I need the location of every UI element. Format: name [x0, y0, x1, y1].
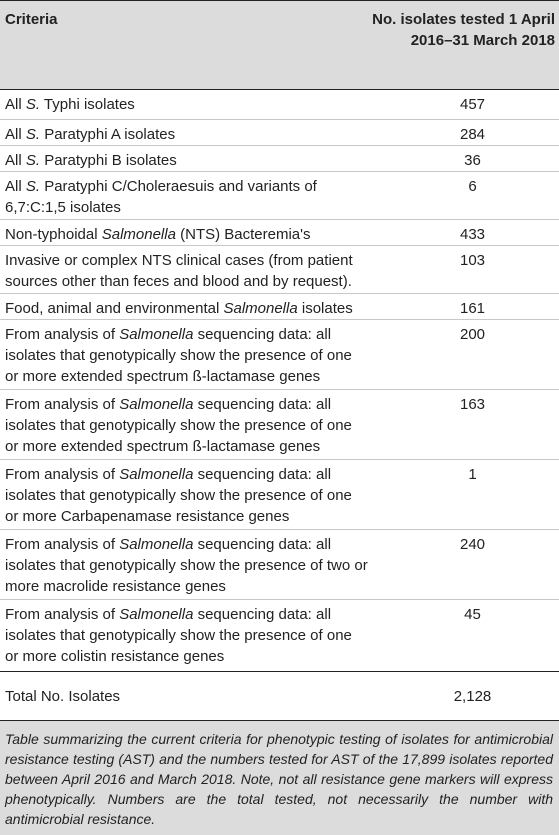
- row-value: 163: [459, 396, 486, 413]
- table-row: [0, 600, 559, 671]
- row-criteria: From analysis of Salmonella sequencing data: all isolates that genotypically show the presence of two or more macrolide resistance genes: [5, 536, 368, 595]
- table-row: [0, 146, 559, 172]
- table-row: [0, 246, 559, 294]
- table-row: [0, 90, 559, 120]
- table-row: [0, 294, 559, 320]
- table-row: [0, 220, 559, 246]
- table-row: [0, 320, 559, 390]
- table-row: [0, 390, 559, 460]
- total-label: Total No. Isolates: [5, 687, 121, 705]
- row-criteria: Non-typhoidal Salmonella (NTS) Bacteremia's: [5, 226, 311, 243]
- table-row: [0, 460, 559, 530]
- row-criteria: From analysis of Salmonella sequencing data: all isolates that genotypically show the presence of one or more extended spectrum ß-lactamase genes: [5, 326, 352, 385]
- row-value: 161: [459, 300, 486, 317]
- row-criteria: From analysis of Salmonella sequencing data: all isolates that genotypically show the presence of one or more extended spectrum ß-lactamase genes: [5, 396, 352, 455]
- row-criteria: From analysis of Salmonella sequencing data: all isolates that genotypically show the presence of one or more Carbapenamase resistance genes: [5, 466, 352, 525]
- row-criteria: All S. Paratyphi C/Choleraesuis and variants of 6,7:C:1,5 isolates: [5, 178, 317, 216]
- header-count: No. isolates tested 1 April 2016–31 March 2018: [372, 11, 555, 49]
- row-value: 103: [459, 252, 486, 269]
- row-value: 36: [464, 152, 481, 169]
- table-body: [0, 90, 559, 671]
- row-criteria: Food, animal and environmental Salmonella isolates: [5, 300, 353, 317]
- row-value: 45: [464, 606, 481, 623]
- total-value: 2,128: [453, 687, 492, 705]
- row-value: 284: [459, 126, 486, 143]
- table-header: [0, 1, 559, 89]
- row-value: 6: [468, 178, 477, 195]
- row-value: 433: [459, 226, 486, 243]
- table-row: [0, 172, 559, 220]
- row-value: 1: [468, 466, 477, 483]
- row-value: 200: [459, 326, 486, 343]
- row-criteria: From analysis of Salmonella sequencing data: all isolates that genotypically show the presence of one or more colistin resistance genes: [5, 606, 352, 665]
- row-value: 240: [459, 536, 486, 553]
- table-footnote: Table summarizing the current criteria for phenotypic testing of isolates for antimicrobial resistance testing (AST) and the numbers tested for AST of the 17,899 isolates reported between April 2016 and March 2018. Note, not all resistance gene markers will express phenotypically. Numbers are the total tested, not necessarily the number with antimicrobial resistance.: [0, 721, 559, 835]
- row-criteria: Invasive or complex NTS clinical cases (from patient sources other than feces and blood and by request).: [5, 252, 353, 290]
- row-criteria: All S. Paratyphi B isolates: [5, 152, 177, 169]
- row-criteria: All S. Paratyphi A isolates: [5, 126, 176, 143]
- header-criteria: Criteria: [5, 11, 58, 28]
- row-value: 457: [459, 96, 486, 113]
- table-row: [0, 120, 559, 146]
- row-criteria: All S. Typhi isolates: [5, 96, 135, 113]
- total-row: [0, 672, 559, 720]
- table-row: [0, 530, 559, 600]
